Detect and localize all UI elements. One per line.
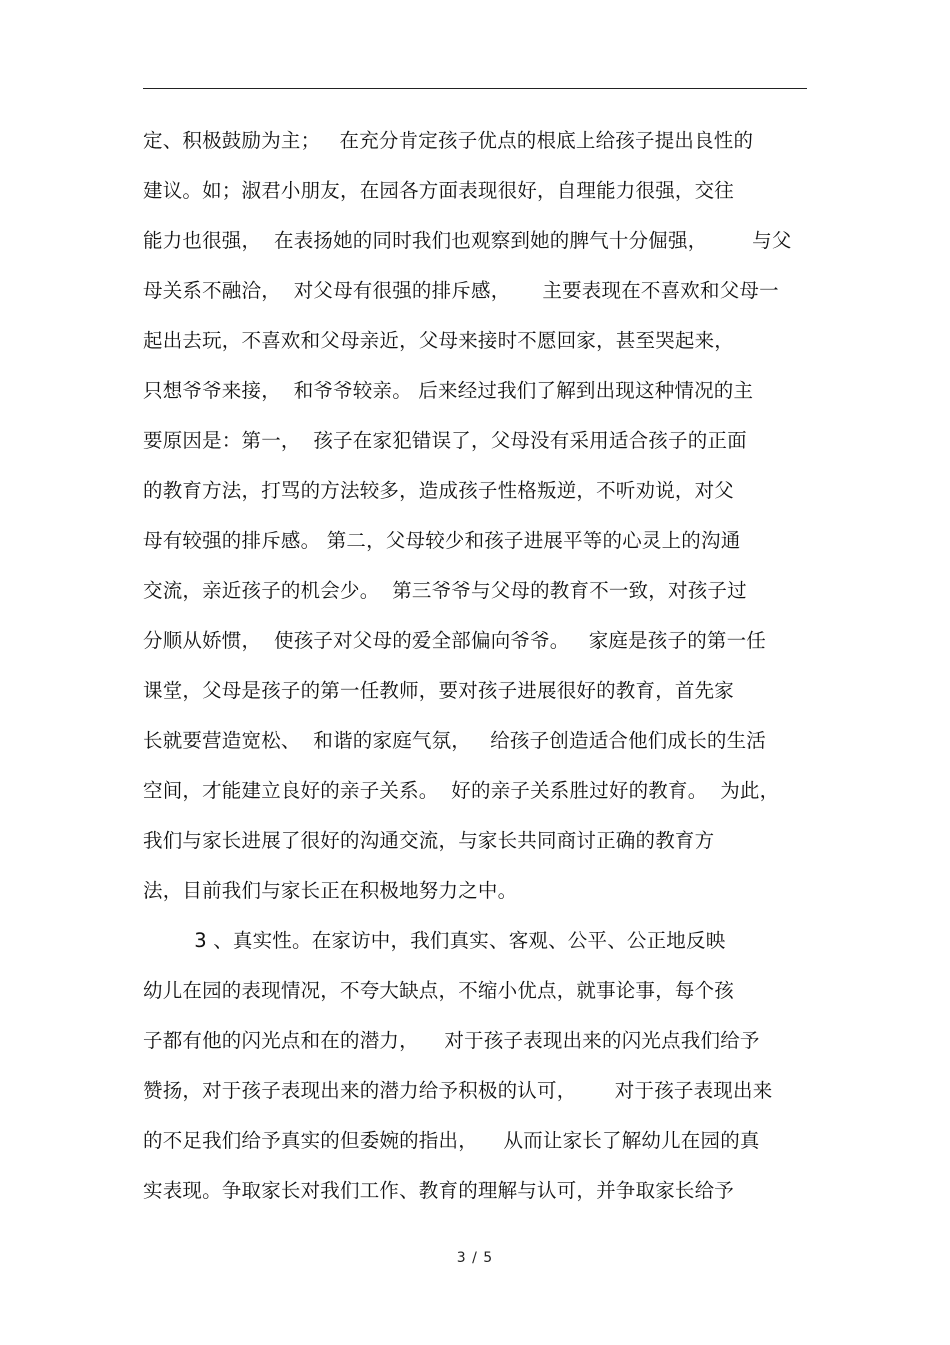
text-line: 的教育方法，打骂的方法较多，造成孩子性格叛逆，不听劝说，对父 <box>143 479 735 502</box>
text-line: 子都有他的闪光点和在的潜力， 对于孩子表现出来的闪光点我们给予 <box>143 1029 760 1052</box>
body-text <box>143 116 813 1216</box>
text-line: 起出去玩，不喜欢和父母亲近，父母来接时不愿回家，甚至哭起来， <box>143 329 735 352</box>
text-line: 我们与家长进展了很好的沟通交流，与家长共同商讨正确的教育方 <box>143 829 715 852</box>
header-rule <box>143 88 807 89</box>
text-line: 分顺从娇惯， 使孩子对父母的爱全部偏向爷爷。 家庭是孩子的第一任 <box>143 629 766 652</box>
text-line: 空间，才能建立良好的亲子关系。 好的亲子关系胜过好的教育。 为此， <box>143 779 780 802</box>
text-line: 交流，亲近孩子的机会少。 第三爷爷与父母的教育不一致，对孩子过 <box>143 579 747 602</box>
text-line: 实表现。争取家长对我们工作、教育的理解与认可，并争取家长给予 <box>143 1179 735 1202</box>
text-line: 幼儿在园的表现情况，不夸大缺点，不缩小优点，就事论事，每个孩 <box>143 979 735 1002</box>
text-line: 长就要营造宽松、 和谐的家庭气氛， 给孩子创造适合他们成长的生活 <box>143 729 766 752</box>
text-line: 能力也很强， 在表扬她的同时我们也观察到她的脾气十分倔强， 与父 <box>143 229 792 252</box>
text-line: 赞扬，对于孩子表现出来的潜力给予积极的认可， 对于孩子表现出来 <box>143 1079 773 1102</box>
text-line: 的不足我们给予真实的但委婉的指出， 从而让家长了解幼儿在园的真 <box>143 1129 760 1152</box>
text-line: 母关系不融洽， 对父母有很强的排斥感， 主要表现在不喜欢和父母一 <box>143 279 779 302</box>
text-line: 建议。如；淑君小朋友，在园各方面表现很好，自理能力很强，交往 <box>143 179 735 202</box>
text-line: 定、积极鼓励为主； 在充分肯定孩子优点的根底上给孩子提出良性的 <box>143 129 754 152</box>
text-line: 母有较强的排斥感。 第二，父母较少和孩子进展平等的心灵上的沟通 <box>143 529 741 552</box>
section-heading-line: 3 、真实性。在家访中，我们真实、客观、公平、公正地反映 <box>143 929 726 952</box>
text-line: 要原因是：第一， 孩子在家犯错误了，父母没有采用适合孩子的正面 <box>143 429 747 452</box>
page-number: 3 / 5 <box>456 1250 494 1266</box>
text-line: 法，目前我们与家长正在积极地努力之中。 <box>143 879 518 902</box>
text-line: 课堂，父母是孩子的第一任教师，要对孩子进展很好的教育，首先家 <box>143 679 735 702</box>
text-line: 只想爷爷来接， 和爷爷较亲。 后来经过我们了解到出现这种情况的主 <box>143 379 754 402</box>
